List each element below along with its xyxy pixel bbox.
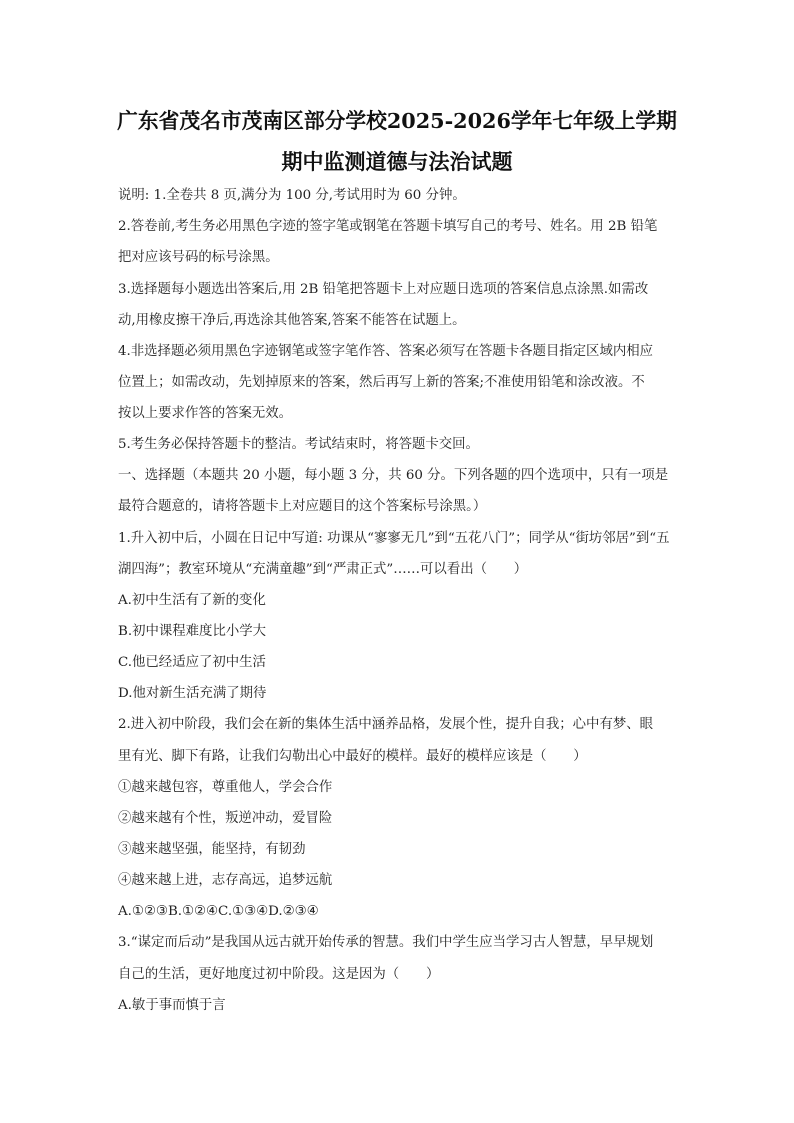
question-2-statement: ②越来越有个性，叛逆冲动，爱冒险 xyxy=(118,811,333,826)
section-heading: 最符合题意的，请将答题卡上对应题目的这个答案标号涂黑。） xyxy=(118,499,487,514)
instruction-line: 动,用橡皮擦干净后,再选涂其他答案,答案不能答在试题上。 xyxy=(118,313,466,328)
section-heading: 一、选择题（本题共 20 小题，每小题 3 分，共 60 分。下列各题的四个选项中，只有一项是 xyxy=(118,468,669,483)
instruction-line: 3.选择题每小题选出答案后,用 2B 铅笔把答题卡上对应题日选项的答案信息点涂黑.如需改 xyxy=(118,282,649,297)
instruction-line: 按以上要求作答的答案无效。 xyxy=(118,406,293,421)
instruction-line: 2.答卷前,考生务必用黑色字迹的签字笔或钢笔在答题卡填写自己的考号、姓名。用 2B 铅笔 xyxy=(118,219,658,234)
question-1-stem: 湖四海”；教室环境从“充满童趣”到“严肃正式”……可以看出（ ） xyxy=(118,562,528,577)
question-1-option-a: A.初中生活有了新的变化 xyxy=(118,593,266,608)
question-2-statement: ①越来越包容，尊重他人，学会合作 xyxy=(118,780,333,795)
exam-title-line-2: 期中监测道德与法治试题 xyxy=(281,149,513,174)
instruction-line: 说明: 1.全卷共 8 页,满分为 100 分,考试用时为 60 分钟。 xyxy=(118,188,466,203)
question-2-stem: 里有光、脚下有路，让我们勾勒出心中最好的模样。最好的模样应该是（ ） xyxy=(118,749,587,764)
question-1-option-c: C.他已经适应了初中生活 xyxy=(118,655,266,670)
question-2-statement: ④越来越上进，志存高远，追梦远航 xyxy=(118,873,333,888)
question-1-option-b: B.初中课程难度比小学大 xyxy=(118,624,267,639)
instruction-line: 5.考生务必保持答题卡的整洁。考试结束时，将答题卡交回。 xyxy=(118,437,479,452)
question-3-option-a: A.敏于事而慎于言 xyxy=(118,998,226,1013)
exam-title-line-1: 广东省茂名市茂南区部分学校2025-2026学年七年级上学期 xyxy=(117,109,677,133)
question-2-statement: ③越来越坚强，能坚持，有韧劲 xyxy=(118,842,306,857)
question-3-stem: 自己的生活，更好地度过初中阶段。这是因为（ ） xyxy=(118,967,440,982)
question-2-stem: 2.进入初中阶段，我们会在新的集体生活中涵养品格，发展个性，提升自我；心中有梦、眼 xyxy=(118,717,654,732)
instruction-line: 4.非选择题必须用黑色字迹钢笔或签字笔作答、答案必须写在答题卡各题目指定区域内相应 xyxy=(118,344,654,359)
question-2-options: A.①②③B.①②④C.①③④D.②③④ xyxy=(118,904,319,919)
question-1-option-d: D.他对新生活充满了期待 xyxy=(118,686,267,701)
question-3-stem: 3.“谋定而后动”是我国从远古就开始传承的智慧。我们中学生应当学习古人智慧，早早规划 xyxy=(118,935,654,950)
instruction-line: 位置上；如需改动，先划掉原来的答案，然后再写上新的答案;不准使用铅笔和涂改液。不 xyxy=(118,375,645,390)
question-1-stem: 1.升入初中后，小圆在日记中写道: 功课从“寥寥无几”到“五花八门”；同学从“街坊邻居”到“五 xyxy=(118,531,670,546)
instruction-line: 把对应该号码的标号涂黑。 xyxy=(118,250,279,265)
